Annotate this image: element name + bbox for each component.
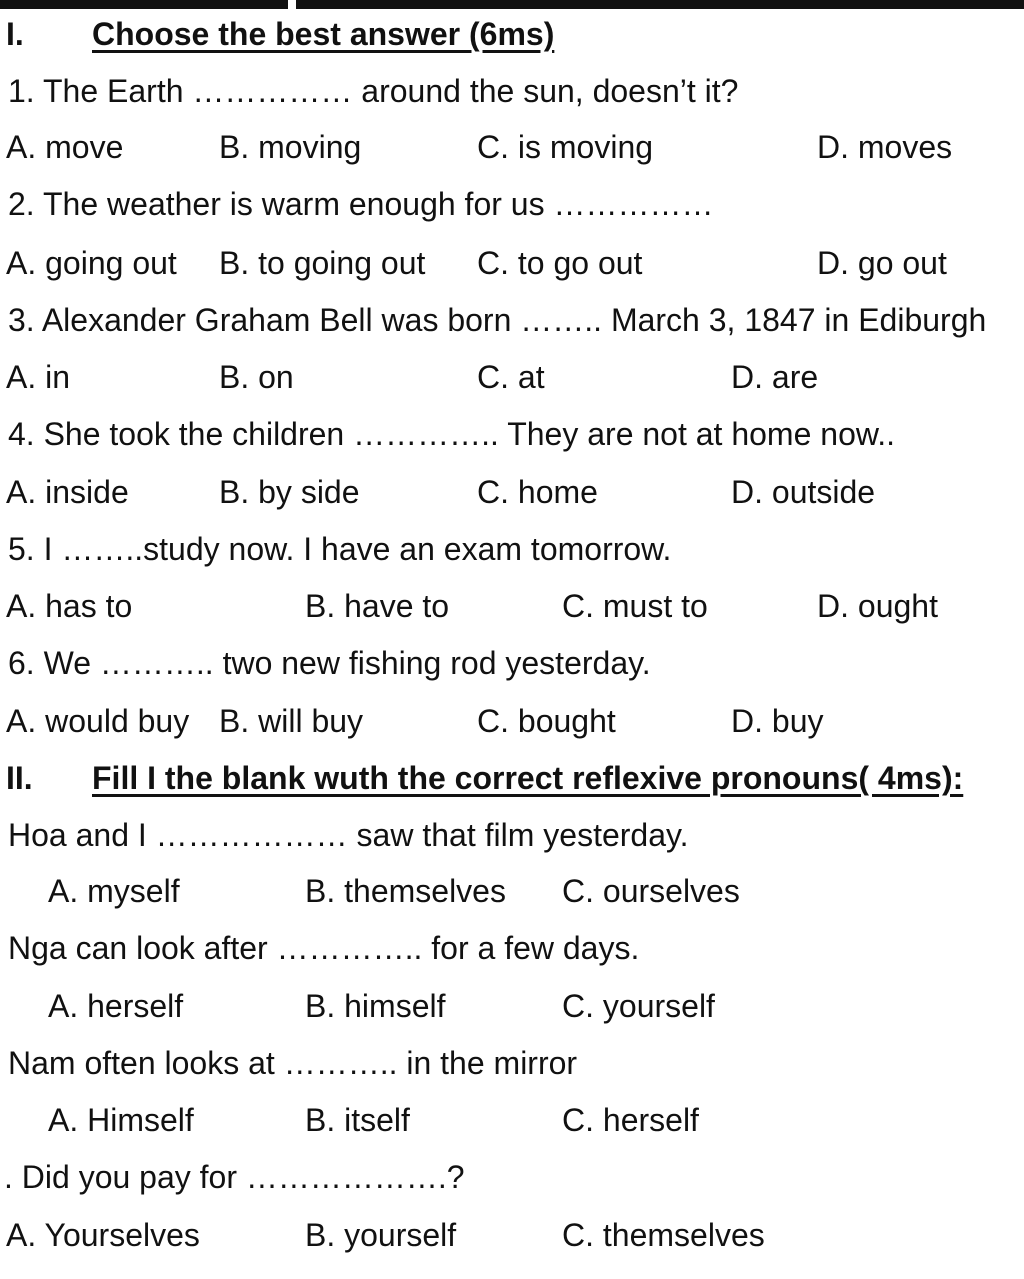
q5-option-a[interactable]: A. has to	[6, 588, 133, 624]
question-4: 4. She took the children ………….. They are not at home now..	[8, 416, 895, 452]
s2-q2-option-c[interactable]: C. yourself	[562, 988, 715, 1024]
section1-title: Choose the best answer (6ms)	[92, 16, 555, 52]
question-3: 3. Alexander Graham Bell was born …….. March 3, 1847 in Ediburgh	[8, 302, 987, 338]
q6-option-a[interactable]: A. would buy	[6, 703, 190, 739]
q4-option-c[interactable]: C. home	[477, 474, 598, 510]
section2-title: Fill I the blank wuth the correct reflexive pronouns( 4ms):	[92, 760, 964, 796]
q3-option-a[interactable]: A. in	[6, 359, 71, 395]
q4-option-d[interactable]: D. outside	[731, 474, 876, 510]
s2-q1-option-a[interactable]: A. myself	[48, 873, 180, 909]
s2-q4-option-c[interactable]: C. themselves	[562, 1217, 765, 1253]
q5-option-c[interactable]: C. must to	[562, 588, 708, 624]
s2-q4-option-a[interactable]: A. Yourselves	[6, 1217, 200, 1253]
q6-option-b[interactable]: B. will buy	[219, 703, 364, 739]
q3-option-d[interactable]: D. are	[731, 359, 819, 395]
section2-numeral: II.	[6, 760, 33, 796]
q2-option-a[interactable]: A. going out	[6, 245, 177, 281]
s2-question-3: Nam often looks at ……….. in the mirror	[8, 1045, 578, 1081]
top-border-left	[0, 0, 288, 9]
s2-question-2: Nga can look after ………….. for a few days.	[8, 930, 640, 966]
question-5: 5. I ……..study now. I have an exam tomorrow.	[8, 531, 672, 567]
question-6: 6. We ……….. two new fishing rod yesterday.	[8, 645, 651, 681]
q2-option-d[interactable]: D. go out	[817, 245, 947, 281]
q1-option-c[interactable]: C. is moving	[477, 129, 654, 165]
q2-option-c[interactable]: C. to go out	[477, 245, 643, 281]
q5-option-d[interactable]: D. ought	[817, 588, 938, 624]
top-border-right	[296, 0, 1024, 9]
q1-option-d[interactable]: D. moves	[817, 129, 953, 165]
q6-option-c[interactable]: C. bought	[477, 703, 616, 739]
s2-q1-option-b[interactable]: B. themselves	[305, 873, 506, 909]
s2-question-1: Hoa and I ……………… saw that film yesterday.	[8, 817, 689, 853]
section1-numeral: I.	[6, 16, 24, 52]
q5-option-b[interactable]: B. have to	[305, 588, 450, 624]
q4-option-a[interactable]: A. inside	[6, 474, 129, 510]
q3-option-c[interactable]: C. at	[477, 359, 545, 395]
question-2: 2. The weather is warm enough for us ……………	[8, 186, 714, 222]
q1-option-a[interactable]: A. move	[6, 129, 124, 165]
s2-q2-option-b[interactable]: B. himself	[305, 988, 446, 1024]
q3-option-b[interactable]: B. on	[219, 359, 294, 395]
q6-option-d[interactable]: D. buy	[731, 703, 824, 739]
s2-q3-option-b[interactable]: B. itself	[305, 1102, 410, 1138]
s2-q3-option-c[interactable]: C. herself	[562, 1102, 699, 1138]
q2-option-b[interactable]: B. to going out	[219, 245, 426, 281]
s2-q2-option-a[interactable]: A. herself	[48, 988, 184, 1024]
s2-q3-option-a[interactable]: A. Himself	[48, 1102, 194, 1138]
question-1: 1. The Earth …………… around the sun, doesn’t it?	[8, 73, 739, 109]
s2-q1-option-c[interactable]: C. ourselves	[562, 873, 740, 909]
q1-option-b[interactable]: B. moving	[219, 129, 362, 165]
s2-question-4: . Did you pay for ……………….?	[4, 1159, 465, 1195]
q4-option-b[interactable]: B. by side	[219, 474, 360, 510]
s2-q4-option-b[interactable]: B. yourself	[305, 1217, 457, 1253]
